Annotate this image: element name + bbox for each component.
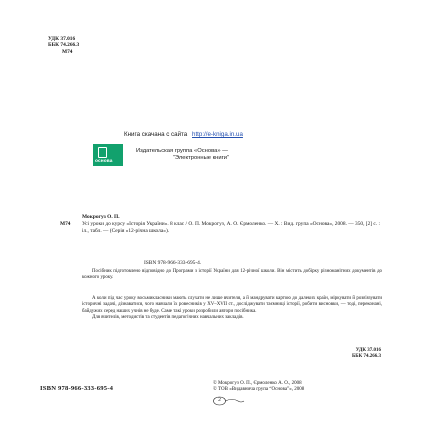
author-mark: М74 — [62, 48, 73, 55]
copyright-publisher: © ТОВ «Видавнича група “Основа”», 2008 — [213, 387, 305, 393]
page-number-ornament — [213, 396, 245, 406]
record-isbn: ISBN 978-966-333-695-4. — [144, 260, 202, 266]
page-number: 2 — [218, 397, 221, 403]
description-paragraphs — [82, 296, 382, 322]
bbk-code: ББК 74.266.3 — [48, 42, 80, 49]
publisher-logo — [93, 144, 123, 166]
publisher-name: Издательская группа «Основа» — — [136, 148, 228, 154]
catalog-block-bottom — [352, 348, 381, 360]
record-author: Мокрогуз О. П. — [82, 214, 120, 220]
annotation — [82, 269, 382, 282]
logo-label: основа — [95, 159, 113, 164]
record-description: Усі уроки до курсу «Історія України». 8 клас / О. П. Мокрогуз, А. О. Єрмоленко. — Х. : Вид. група «Основа», 2008. — 350, [2] с. : іл., табл. — (Серія «12-річна школа»). — [82, 221, 380, 234]
annotation-text: Посібник підготовлено відповідно до Програми з історії України для 12-річної школи. Він містить добірку різноманітних документів до кожного уроку. — [82, 269, 382, 281]
isbn-footer: ISBN 978-966-333-695-4 — [40, 385, 114, 392]
catalog-block-top — [48, 36, 79, 55]
download-link[interactable]: http://e-kniga.in.ua — [192, 131, 243, 138]
record-code: М74 — [60, 221, 71, 227]
download-notice — [124, 131, 243, 138]
udc-code: УДК 37.016 — [48, 36, 76, 42]
download-text: Книга скачана с сайта — [124, 131, 188, 138]
audience-paragraph: Для вчителів, методистів та студентів педагогічних навчальних закладів. — [92, 315, 244, 321]
copyright-block — [213, 381, 304, 394]
udc-code-bottom: УДК 37.016 — [355, 348, 381, 353]
book-icon — [98, 147, 107, 158]
bbk-code-bottom: ББК 74.266.3 — [352, 354, 381, 359]
description-paragraph: А коли під час уроку восьмикласники мають слухати не лише вчителя, а й мандрувати картою до далеких країн, міркувати й розв'язувати історичні задачі, дізнаватися, чого навчали їх ровесників у XV–XVII ст., досліджувати таємниці історії, робити висновки, — тоді, переконані, байдужих серед наших учнів не буде. Саме такі уроки розробили автори посібника. — [82, 296, 382, 314]
copyright-authors: © Мокрогуз О. П., Єрмоленко А. О., 2008 — [213, 381, 302, 386]
publisher-series: “Электронные книги” — [173, 155, 229, 161]
